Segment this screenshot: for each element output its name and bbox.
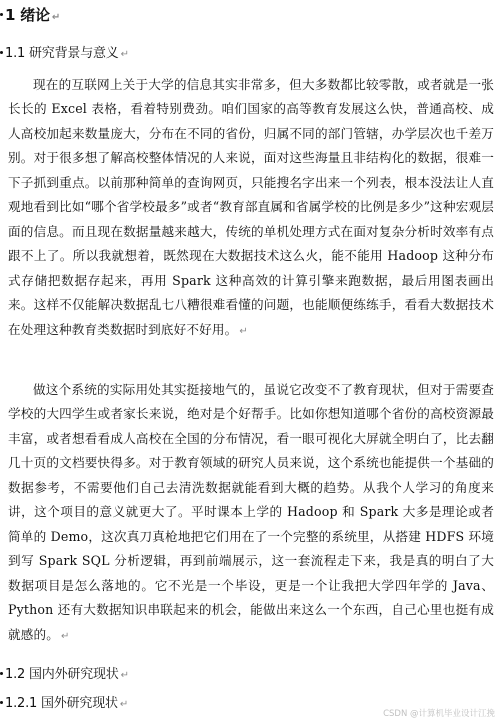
list-bullet-icon bbox=[0, 672, 3, 675]
section-heading-1-1: 1.1 研究背景与意义 ↵ bbox=[0, 42, 129, 61]
chapter-heading: 1 绪论 ↵ bbox=[0, 4, 60, 25]
section-heading-1-2: 1.2 国内外研究现状 ↵ bbox=[0, 663, 129, 682]
watermark: CSDN @计算机毕业设计江挽 bbox=[383, 709, 495, 719]
list-bullet-icon bbox=[0, 701, 3, 704]
paragraph-mark-icon: ↵ bbox=[60, 630, 70, 642]
list-bullet-icon bbox=[0, 13, 3, 16]
paragraph-mark-icon: ↵ bbox=[239, 325, 248, 337]
body-paragraph-2: 做这个系统的实际用处其实挺接地气的，虽说它改变不了教育现状，但对于需要查学校的大四学生或者家长来说，绝对是个好帮手。比如你想知道哪个省份的高校资源最丰富，或者想看看成人高校在全国的分布情况，看一眼可视化大屏就全明白了，比去翻几十页的文档要快得多。对于教育领域的研究人员来说，这个系统也能提供一个基础的数据参考，不需要他们自己去清洗数据就能看到大概的趋势。从我个人学习的角度来讲，这个项目的意义就更大了。平时课本上学的 Hadoop 和 Spark 大多是理论或者简单的 Demo，这次真刀真枪地把它们用在了一个完整的系统里，从搭建 HDFS 环境到写 Spark SQL 分析逻辑，再到前端展示，这一套流程走下来，我是真的明白了大数据项目是怎么落地的。它不光是一个毕设，更是一个让我把大学四年学的 Java、Python 还有大数据知识串联起来的机会，能做出来这么一个东西，自己心里也挺有成就感的。 ↵ bbox=[8, 382, 494, 642]
section-heading-1-2-1: 1.2.1 国外研究现状 ↵ bbox=[0, 692, 128, 711]
paragraph-mark-icon: ↵ bbox=[119, 699, 128, 710]
paragraph-mark-icon: ↵ bbox=[120, 670, 129, 681]
body-paragraph-1: 现在的互联网上关于大学的信息其实非常多，但大多数都比较零散，或者就是一张长长的 Excel 表格，看着特别费劲。咱们国家的高等教育发展这么快，普通高校、成人高校加起来数量庞大，分布在不同的省份，归属不同的部门管辖，办学层次也千差万别。对于很多想了解高校整体情况的人来说，面对这些海量且非结构化的数据，很难一下子抓到重点。以前那种简单的查询网页，只能搜名字出来一个列表，根本没法让人直观地看到比如“哪个省学校最多”或者“教育部直属和省属学校的比例是多少”这种宏观层面的信息。而且现在数据量越来越大，传统的单机处理方式在面对复杂分析时效率有点跟不上了。所以我就想着，既然现在大数据技术这么火，能不能用 Hadoop 这种分布式存储把数据存起来，再用 Spark 这种高效的计算引擎来跑数据，最后用图表画出来。这样不仅能解决数据乱七八糟很难看懂的问题，也能顺便练练手，看看大数据技术在处理这种教育类数据时到底好不好用。 ↵ bbox=[8, 77, 494, 337]
list-bullet-icon bbox=[0, 51, 3, 54]
paragraph-mark-icon: ↵ bbox=[51, 12, 61, 23]
paragraph-mark-icon: ↵ bbox=[120, 49, 129, 60]
